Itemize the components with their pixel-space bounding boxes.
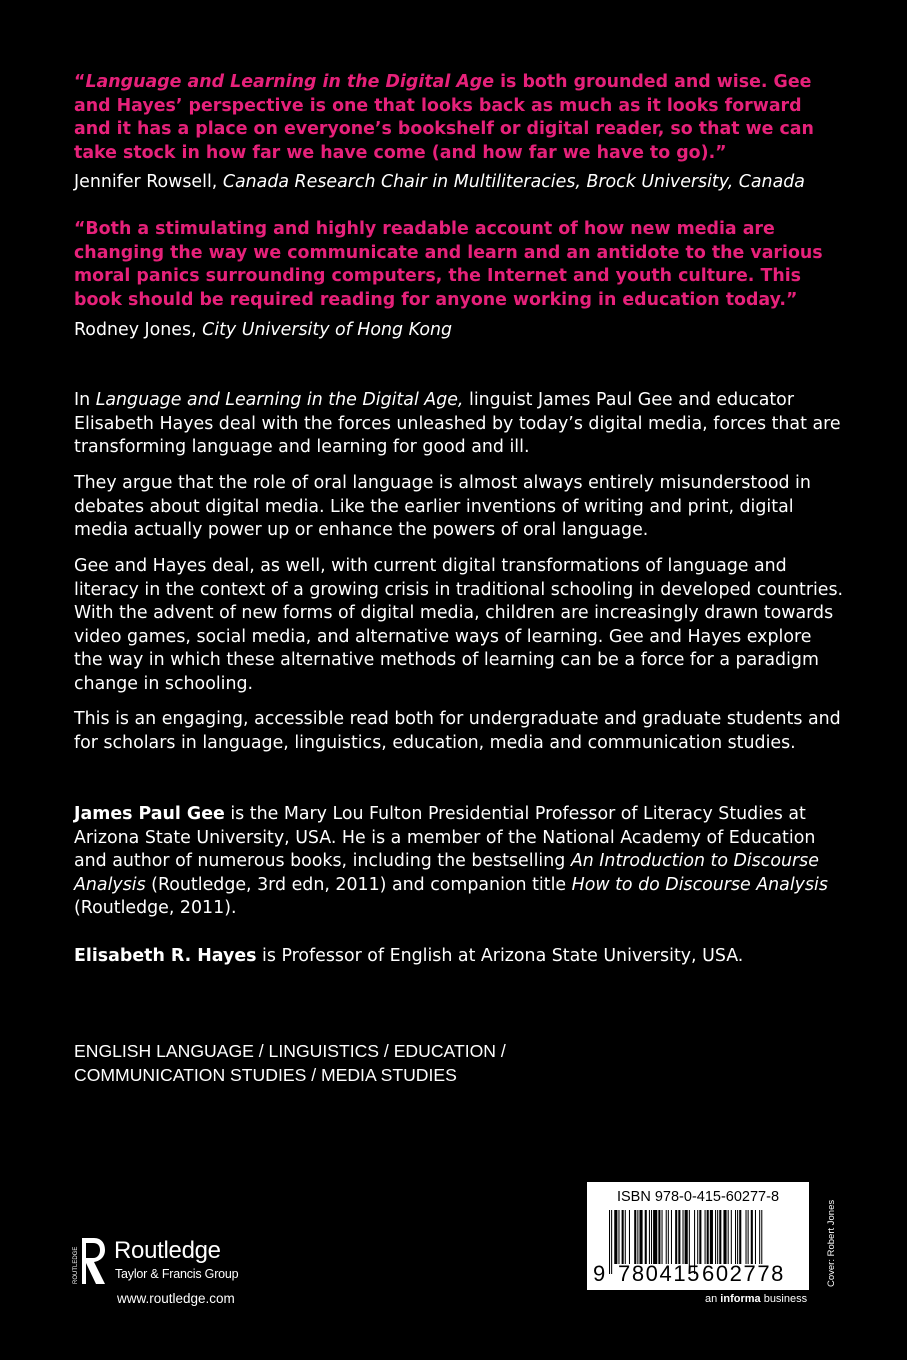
barcode-bar <box>675 1210 677 1264</box>
barcode-bar <box>625 1210 626 1264</box>
barcode-digits-left: 780415 <box>618 1261 702 1286</box>
book-title: Language and Learning in the Digital Age, <box>95 390 464 410</box>
subject-categories <box>74 1039 594 1087</box>
barcode-bar <box>755 1210 756 1264</box>
isbn-label: ISBN 978-0-415-60277-8 <box>616 1189 780 1205</box>
routledge-logo-icon <box>72 1236 106 1286</box>
barcode-bar <box>683 1210 684 1264</box>
barcode-bar <box>653 1210 657 1264</box>
barcode-bar <box>678 1210 680 1264</box>
barcode-bar <box>731 1210 732 1264</box>
description-paragraph-4: This is an engaging, accessible read both for undergraduate and graduate students and for scholars in language, linguistics, education, media and communication studies. <box>74 709 841 753</box>
barcode-digit-first: 9 <box>593 1261 606 1286</box>
cover-credit: Cover: Robert Jones <box>826 1199 837 1287</box>
endorsement-attribution-2 <box>74 319 854 343</box>
publisher-group: Taylor & Francis Group <box>115 1267 239 1281</box>
description-text: linguist James Paul Gee and educator Elisabeth Hayes deal with the forces unleashed by today’s digital media, forces that are transforming language and learning for good and ill. <box>74 390 841 458</box>
barcode-bar <box>746 1210 747 1264</box>
barcode-bar <box>629 1210 630 1264</box>
barcode-bar <box>761 1210 762 1264</box>
author-bio-text: is the Mary Lou Fulton Presidential Professor of Literacy Studies at Arizona State University, USA. He is a member of the National Academy of Education and author of numerous books, including the bestselling <box>74 804 816 872</box>
barcode-bar <box>715 1210 716 1264</box>
barcode-bar <box>717 1210 718 1264</box>
author-bio-hayes <box>74 945 844 969</box>
barcode-bar <box>649 1210 650 1264</box>
isbn-barcode <box>587 1182 809 1290</box>
barcode-bar <box>739 1210 741 1264</box>
barcode-bar <box>662 1210 663 1264</box>
barcode-bar <box>728 1210 729 1264</box>
barcode-bar <box>723 1210 726 1264</box>
barcode-bar <box>651 1210 652 1264</box>
author-bio-text: (Routledge, 3rd edn, 2011) and companion title <box>145 874 572 895</box>
endorser-name: Rodney Jones, <box>74 320 203 340</box>
informa-bold: informa <box>720 1293 761 1305</box>
informa-pre: an <box>705 1293 721 1305</box>
barcode-bar <box>699 1210 701 1264</box>
barcode-bar <box>751 1210 753 1264</box>
barcode-bar <box>618 1210 619 1264</box>
informa-post: business <box>760 1293 808 1305</box>
barcode-bar <box>645 1210 647 1264</box>
publisher-website[interactable]: www.routledge.com <box>117 1291 235 1306</box>
publisher-logo <box>72 1236 272 1286</box>
author-bio-text: is Professor of English at Arizona State University, USA. <box>256 946 744 966</box>
endorsement-quote-2: “Both a stimulating and highly readable account of how new media are changing the way we communicate and learn and an antidote to the various moral panics surrounding computers, the Internet and youth culture. This book should be required reading for anyone working in education today.” <box>74 219 823 310</box>
barcode-bar <box>658 1210 660 1264</box>
barcode-bar <box>705 1210 706 1264</box>
quote-open-mark: “ <box>74 72 86 92</box>
barcode-bar <box>634 1210 636 1264</box>
barcode-bar <box>685 1210 688 1264</box>
barcode-bar <box>697 1210 698 1264</box>
endorser-affiliation: Canada Research Chair in Multiliteracies, Brock University, Canada <box>222 172 805 192</box>
description-paragraph-3: Gee and Hayes deal, as well, with current digital transformations of language and literacy in the context of a growing crisis in traditional schooling in developed countries. With the advent of new forms of digital media, children are increasingly drawn towards video games, social media, and alternative ways of learning. Gee and Hayes explore the way in which these alternative methods of learning can be a force for a paradigm change in schooling. <box>74 556 844 694</box>
barcode-bar <box>759 1210 760 1264</box>
barcode-bar <box>639 1210 642 1264</box>
author-bio-gee <box>74 803 844 921</box>
barcode-bar <box>710 1210 713 1264</box>
author-name: James Paul Gee <box>74 804 225 824</box>
barcode-bar <box>707 1210 709 1264</box>
endorsement-quote-1 <box>74 71 844 165</box>
description-paragraph-1 <box>74 389 844 460</box>
barcode-bar <box>735 1210 736 1264</box>
quote-text: is both grounded and wise. Gee and Hayes’ perspective is one that looks back as much as it looks forward and it has a place on everyone’s bookshelf or digital reader, so that we can take stock in how far we have come (and how far we have to go).” <box>74 72 814 163</box>
quote-book-title: Language and Learning in the Digital Age <box>85 72 495 92</box>
endorser-name: Jennifer Rowsell, <box>74 172 223 192</box>
description-text: In <box>74 390 96 410</box>
barcode-bar <box>614 1210 617 1264</box>
publisher-name: Routledge <box>114 1237 221 1264</box>
subject-line-1: ENGLISH LANGUAGE / LINGUISTICS / EDUCATION / <box>74 1041 506 1061</box>
logo-letters: ROUTLEDGE <box>73 1246 79 1284</box>
barcode-bar <box>622 1210 624 1264</box>
barcode-bar <box>748 1210 749 1264</box>
barcode-bar <box>719 1210 721 1264</box>
informa-business-tag <box>705 1292 807 1306</box>
author-name: Elisabeth R. Hayes <box>74 946 257 966</box>
book-title: An Introduction to Discourse Analysis <box>74 851 819 895</box>
barcode-bar <box>666 1210 667 1264</box>
barcode-bar <box>737 1210 738 1264</box>
barcode-digits <box>587 1261 809 1287</box>
barcode-bar <box>668 1210 669 1264</box>
book-title: How to do Discourse Analysis <box>571 874 828 895</box>
description-paragraph-2: They argue that the role of oral language is almost always entirely misunderstood in debates about digital media. Like the earlier inventions of writing and print, digital media actually power up or enhance the powers of oral language. <box>74 473 811 541</box>
subject-line-2: COMMUNICATION STUDIES / MEDIA STUDIES <box>74 1065 457 1085</box>
barcode-bar <box>671 1210 672 1264</box>
endorsement-attribution-1 <box>74 171 854 195</box>
barcode-bar <box>637 1210 638 1264</box>
endorser-affiliation: City University of Hong Kong <box>202 320 453 340</box>
author-bio-text: (Routledge, 2011). <box>74 898 237 919</box>
barcode-digits-right: 602778 <box>702 1261 786 1286</box>
